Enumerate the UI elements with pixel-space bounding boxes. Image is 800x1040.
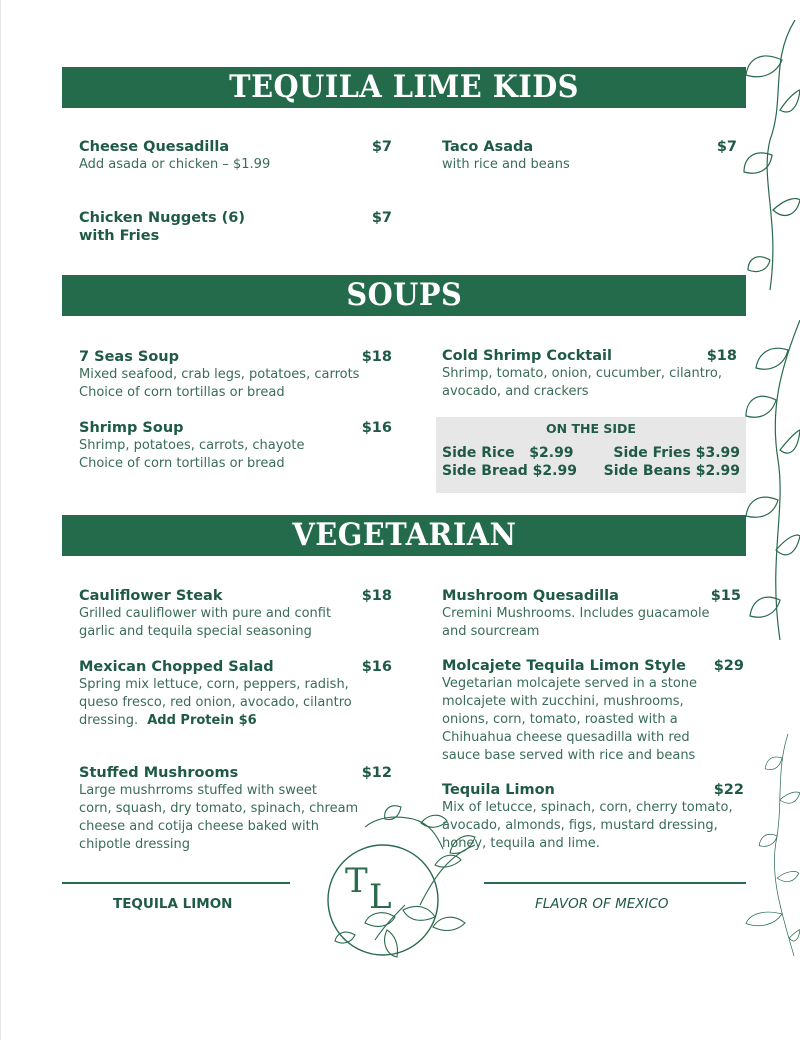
vine-leaf-border-icon	[740, 320, 800, 640]
item-description-line: Chihuahua cheese quesadilla with red	[442, 730, 690, 745]
side-beans: Side Beans $2.99	[603, 463, 740, 479]
item-name: Mushroom Quesadilla	[442, 588, 619, 604]
item-description-line	[79, 712, 392, 730]
item-name: Shrimp Soup	[79, 420, 184, 436]
item-description-line: Choice of corn tortillas or bread	[79, 456, 285, 471]
kids-section-title: TEQUILA LIME KIDS	[229, 69, 579, 105]
menu-item-cheese-quesadilla	[79, 138, 392, 174]
item-name: Tequila Limon	[442, 782, 555, 798]
item-name: Chicken Nuggets (6)	[79, 210, 245, 226]
menu-item-cauliflower-steak	[79, 587, 392, 641]
side-fries: Side Fries $3.99	[613, 445, 740, 461]
vegetarian-section-banner	[62, 515, 746, 556]
item-price: $18	[361, 349, 392, 365]
item-description-line: Mix of letucce, spinach, corn, cherry tomato,	[442, 800, 733, 815]
menu-item-mexican-chopped-salad	[79, 658, 392, 730]
side-bread: Side Bread $2.99	[442, 463, 577, 479]
item-price: $7	[371, 210, 392, 226]
menu-item-mushroom-quesadilla	[442, 587, 741, 641]
on-the-side-box	[436, 417, 746, 493]
item-description-text: dressing.	[79, 713, 139, 728]
logo-letter-l: L	[369, 877, 392, 917]
item-price: $7	[371, 139, 392, 155]
vine-leaf-border-icon	[740, 20, 800, 290]
item-description-line: Large mushrroms stuffed with sweet	[79, 783, 317, 798]
footer-rule-left	[62, 882, 290, 884]
item-price: $12	[361, 765, 392, 781]
menu-item-7-seas-soup	[79, 348, 392, 402]
item-name: Molcajete Tequila Limon Style	[442, 658, 686, 674]
item-name: Taco Asada	[442, 139, 534, 155]
menu-item-molcajete-tequila-limon	[442, 657, 744, 765]
soups-section-banner	[62, 275, 746, 316]
item-name: Stuffed Mushrooms	[79, 765, 239, 781]
item-name: Cauliflower Steak	[79, 588, 223, 604]
item-price: $15	[710, 588, 741, 604]
item-name: Mexican Chopped Salad	[79, 659, 274, 675]
item-description-line: Shrimp, tomato, onion, cucumber, cilantro,	[442, 366, 723, 381]
logo-letter-t: T	[345, 861, 368, 901]
item-description-line: Cremini Mushrooms. Includes guacamole	[442, 606, 710, 621]
item-description-line: Mixed seafood, crab legs, potatoes, carrots	[79, 367, 360, 382]
menu-item-taco-asada	[442, 138, 737, 174]
item-price: $18	[706, 348, 737, 364]
footer-rule-right	[484, 882, 746, 884]
item-description-line: honey, tequila and lime.	[442, 836, 600, 851]
item-description-line: Vegetarian molcajete served in a stone	[442, 676, 698, 691]
item-price: $18	[361, 588, 392, 604]
item-description-line: and sourcream	[442, 624, 540, 639]
item-description-line: cheese and cotija cheese baked with	[79, 819, 319, 834]
item-description-line: onions, corn, tomato, roasted with a	[442, 712, 678, 727]
menu-item-tequila-limon	[442, 781, 744, 853]
item-description: with rice and beans	[442, 157, 570, 172]
item-description-line: garlic and tequila special seasoning	[79, 624, 312, 639]
item-description-line: Choice of corn tortillas or bread	[79, 385, 285, 400]
item-name: Cheese Quesadilla	[79, 139, 230, 155]
item-price: $16	[361, 420, 392, 436]
item-name: 7 Seas Soup	[79, 349, 179, 365]
item-description-line: sauce base served with rice and beans	[442, 748, 696, 763]
item-description-line: Shrimp, potatoes, carrots, chayote	[79, 438, 305, 453]
item-description-line: avocado, and crackers	[442, 384, 589, 399]
menu-item-chicken-nuggets	[79, 209, 392, 245]
item-price: $22	[713, 782, 744, 798]
item-price: $29	[713, 658, 744, 674]
item-description-line: molcajete with zucchini, mushrooms,	[442, 694, 684, 709]
item-name-line2: with Fries	[79, 228, 160, 244]
item-name: Cold Shrimp Cocktail	[442, 348, 612, 364]
leaf-wreath-logo-icon	[325, 805, 485, 970]
item-description: Add asada or chicken – $1.99	[79, 157, 271, 172]
footer-tagline: FLAVOR OF MEXICO	[535, 896, 669, 912]
add-protein-note: Add Protein $6	[147, 713, 257, 728]
item-description-line: Spring mix lettuce, corn, peppers, radish,	[79, 677, 349, 692]
soups-section-title: SOUPS	[346, 277, 462, 313]
vine-leaf-border-icon	[740, 660, 800, 1030]
on-the-side-title: ON THE SIDE	[546, 421, 636, 436]
vegetarian-section-title: VEGETARIAN	[291, 517, 517, 553]
item-price: $7	[716, 139, 737, 155]
footer-brand-name: TEQUILA LIMON	[113, 896, 233, 912]
menu-item-cold-shrimp-cocktail	[442, 347, 737, 401]
side-rice: Side Rice $2.99	[442, 445, 574, 461]
item-description-line: corn, squash, dry tomato, spinach, chream	[79, 801, 359, 816]
item-description-line: queso fresco, red onion, avocado, cilantro	[79, 695, 352, 710]
item-price: $16	[361, 659, 392, 675]
menu-item-shrimp-soup	[79, 419, 392, 473]
item-description-line: Grilled cauliflower with pure and confit	[79, 606, 332, 621]
kids-section-banner	[62, 67, 746, 108]
item-description-line: chipotle dressing	[79, 837, 191, 852]
item-description-line: avocado, almonds, figs, mustard dressing,	[442, 818, 718, 833]
